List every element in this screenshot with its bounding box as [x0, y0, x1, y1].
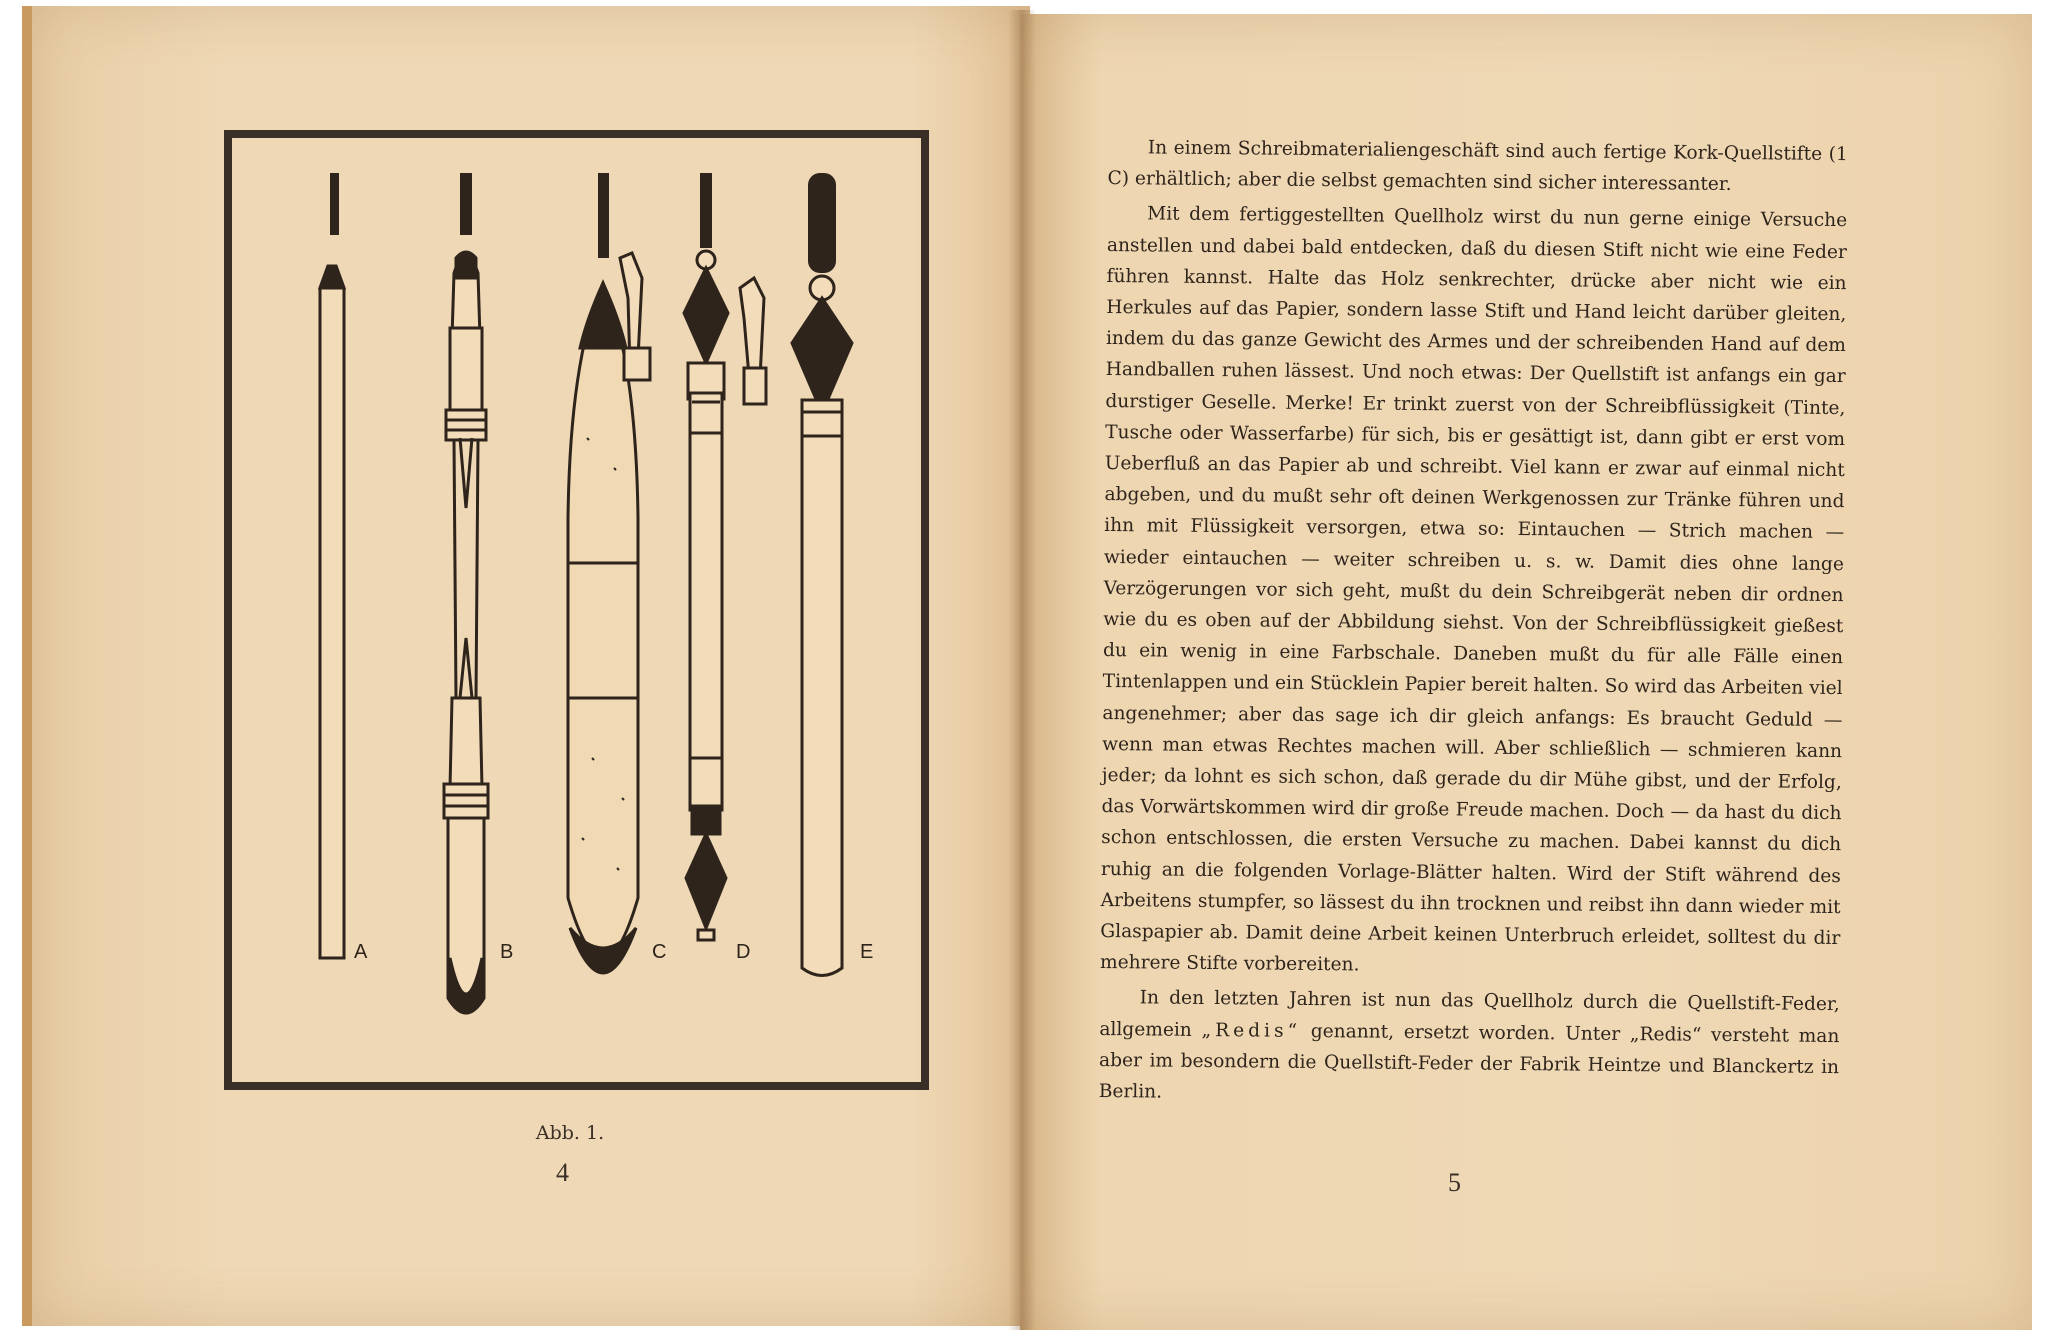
redis-term: „Redis“	[1629, 1023, 1702, 1046]
figure-caption: Abb. 1.	[535, 1122, 605, 1144]
tool-e-reservoir-pen	[740, 173, 852, 976]
paragraph-2: Mit dem fertiggestellten Quellholz wirst du nun gerne einige Versuche anstellen und dabei bald entdecken, daß du diesen Stift nicht wie eine Feder führen kannst. Halte das Holz senkrechter, drücke aber nicht wie ein Herkules auf das Papier, sondern lasse Stift und Hand leicht darüber gleiten, indem du das ganze Gewicht des Armes und der schreibenden Hand auf dem Handballen ruhen lässest. Und noch etwas: Der Quellstift ist anfangs ein gar durstiger Geselle. Merke! Er trinkt zuerst von der Schreibflüssigkeit (Tinte, Tusche oder Wasserfarbe) für sich, bis er gesättigt ist, dann gibt er erst vom Ueberfluß an das Papier ab und schreibt. Viel kann er zwar auf einmal nicht abgeben, und du mußt sehr oft deinen Werkgenossen zur Tränke führen und ihn mit Flüssigkeit versorgen, etwa so: Eintauchen — Strich machen — wieder eintauchen — weiter schreiben u. s. w. Damit dies ohne lange Verzögerungen vor sich geht, mußt du dein Schreibgerät neben dir ordnen wie du es oben auf der Abbildung siehst. Von der Schreibflüssigkeit gießest du ein wenig in eine Farbschale. Daneben mußt du für alle Fälle einen Tintenlappen und ein Stücklein Papier bereit halten. So wird das Arbeiten viel angenehmer; aber das sage ich dir gleich anfangs: Es braucht Geduld — wenn man etwas Rechtes machen will. Aber schließlich — schmieren kann jeder; da lohnt es sich schon, daß gerade du dir Mühe gibst, und der Erfolg, das Vorwärtskommen wird dir große Freude machen. Doch — da hast du dich schon entschlossen, die ersten Versuche zu machen. Dabei kannst du dich ruhig an die folgenden Vorlage-Blätter halten. Wird der Stift während des Arbeitens stumpfer, so lässest du ihn trocknen und reibst ihn dann wieder mit Glaspapier ab. Damit deine Arbeit keinen Unterbruch erleidet, solltest du dir mehrere Stifte vorbereiten.	[1099, 203, 1848, 976]
paragraph-3-part-1: In den letzten Jahren ist nun das Quellholz durch die Quellstift-Feder, allgemein	[1099, 987, 1840, 1041]
book-gutter	[1008, 10, 1036, 1330]
label-b: B	[500, 941, 514, 963]
page-number-left: 4	[556, 1158, 569, 1187]
label-e: E	[860, 941, 874, 963]
label-a: A	[354, 941, 368, 963]
paragraph-3	[1099, 982, 1840, 1114]
paragraph-3-part-2: genannt, ersetzt worden. Unter	[1300, 1020, 1630, 1045]
paragraph-1: In einem Schreibmaterialiengeschäft sind auch fertige Kork-Quellstifte (1 C) erhältlich; aber die selbst gemachten sind sicher interessanter.	[1107, 137, 1848, 196]
label-d: D	[736, 941, 751, 963]
page-number-right: 5	[1448, 1168, 1461, 1197]
pen-illustration	[232, 138, 921, 1082]
pen-illustration-figure	[224, 130, 929, 1090]
label-c: C	[652, 941, 667, 963]
paragraph-3-part-3: versteht man aber im besondern die Quellstift-Feder der Fabrik Heintze und Blanckertz in Berlin.	[1098, 1024, 1840, 1103]
tool-a-stick	[320, 173, 344, 958]
right-page-text	[1099, 132, 1848, 1114]
redis-spaced-term: „Redis“	[1201, 1019, 1302, 1042]
tool-b-cork-pen	[444, 173, 488, 1013]
